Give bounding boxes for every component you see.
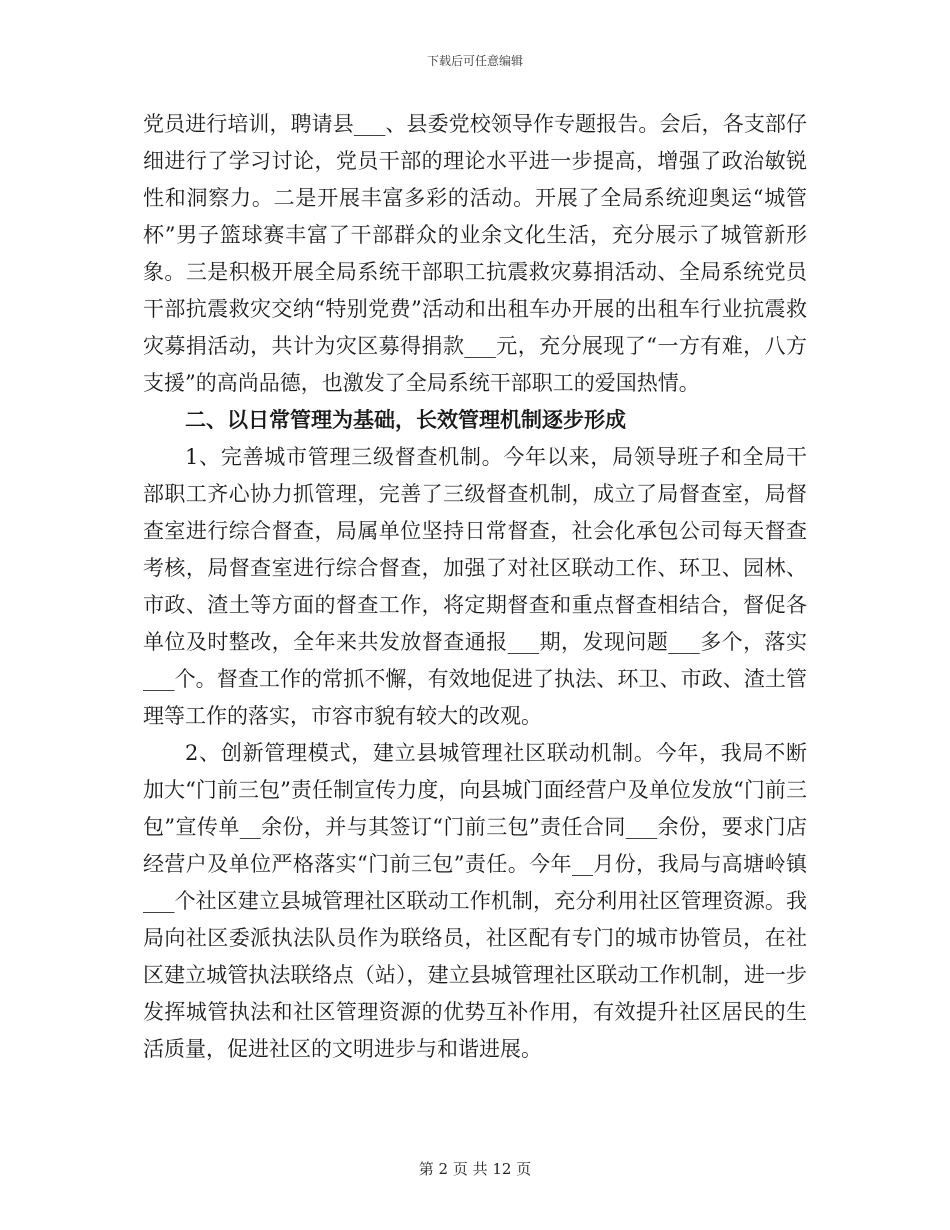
document-body (143, 106, 807, 1068)
body-paragraph: 党员进行培训，聘请县___、县委党校领导作专题报告。会后，各支部仔细进行了学习讨论，党员干部的理论水平进一步提高，增强了政治敏锐性和洞察力。二是开展丰富多彩的活动。开展了全局系统迎奥运“城管杯”男子篮球赛丰富了干部群众的业余文化生活，充分展示了城管新形象。三是积极开展全局系统干部职工抗震救灾募捐活动、全局系统党员干部抗震救灾交纳“特别党费”活动和出租车办开展的出租车行业抗震救灾募捐活动，共计为灾区募得捐款___元，充分展现了“一方有难，八方支援”的高尚品德，也激发了全局系统干部职工的爱国热情。 (143, 112, 807, 395)
page-number-footer: 第 2 页 共 12 页 (418, 1160, 532, 1178)
body-paragraph: 2、创新管理模式，建立县城管理社区联动机制。今年，我局不断加大“门前三包”责任制宣传力度，向县城门面经营户及单位发放“门前三包”宣传单__余份，并与其签订“门前三包”责任合同___余份，要求门店经营户及单位严格落实“门前三包”责任。今年__月份，我局与高塘岭镇___个社区建立县城管理社区联动工作机制，充分利用社区管理资源。我局向社区委派执法队员作为联络员，社区配有专门的城市协管员，在社区建立城管执法联络点（站），建立县城管理社区联动工作机制，进一步发挥城管执法和社区管理资源的优势互补作用，有效提升社区居民的生活质量，促进社区的文明进步与和谐进展。 (143, 741, 807, 1061)
page-header: 下载后可任意编辑 (426, 54, 523, 68)
section-heading: 二、以日常管理为基础，长效管理机制逐步形成 (185, 408, 626, 432)
body-paragraph: 1、完善城市管理三级督查机制。今年以来，局领导班子和全局干部职工齐心协力抓管理，完善了三级督查机制，成立了局督查室，局督查室进行综合督查，局属单位坚持日常督查，社会化承包公司每天督查考核，局督查室进行综合督查，加强了对社区联动工作、环卫、园林、市政、渣土等方面的督查工作，将定期督查和重点督查相结合，督促各单位及时整改，全年来共发放督查通报___期，发现问题___多个，落实___个。督查工作的常抓不懈，有效地促进了执法、环卫、市政、渣土管理等工作的落实，市容市貌有较大的改观。 (143, 445, 807, 728)
